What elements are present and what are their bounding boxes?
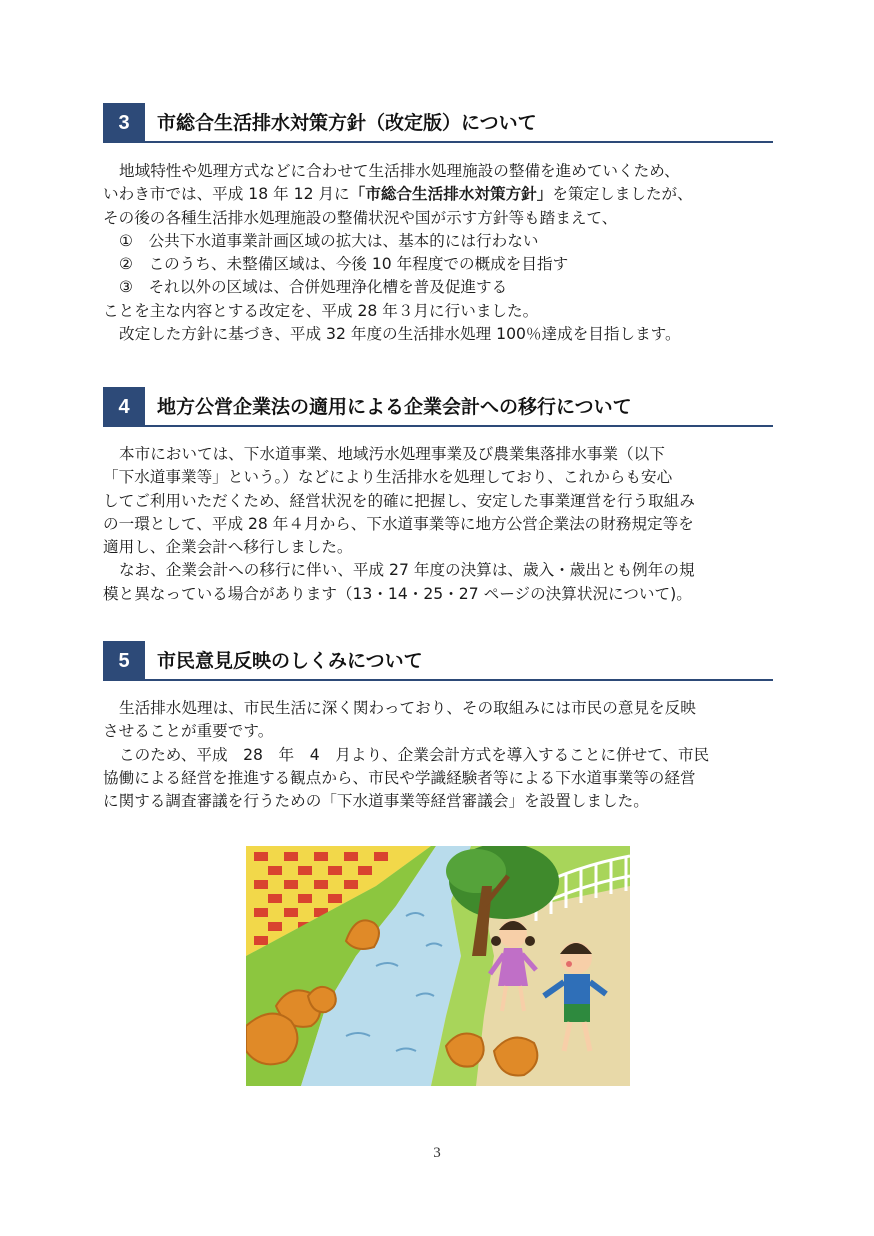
section-number: 5 <box>103 641 145 681</box>
section-title: 地方公営企業法の適用による企業会計への移行について <box>157 396 632 418</box>
text-line <box>103 183 778 206</box>
list-item: ② このうち、未整備区域は、今後 10 年程度での概成を目指す <box>119 255 569 274</box>
text-line: ことを主な内容とする改定を、平成 28 年３月に行いました。 <box>103 301 539 320</box>
text-line: 「下水道事業等」という。）などにより生活排水を処理しており、これからも安心 <box>103 468 673 487</box>
text-line: の一環として、平成 28 年４月から、下水道事業等に地方公営企業法の財務規定等を <box>103 514 694 533</box>
text-line: 生活排水処理は、市民生活に深く関わっており、その取組みには市民の意見を反映 <box>119 699 696 717</box>
list-item: ① 公共下水道事業計画区域の拡大は、基本的には行わない <box>119 231 539 250</box>
section-3-heading <box>103 103 773 143</box>
text-line: に関する調査審議を行うための「下水道事業等経営審議会」を設置しました。 <box>103 792 649 811</box>
text-span: を策定しましたが、 <box>552 185 693 204</box>
text-line: 地域特性や処理方式などに合わせて生活排水処理施設の整備を進めていくため、 <box>119 162 680 180</box>
text-line: 適用し、企業会計へ移行しました。 <box>103 538 353 557</box>
text-span: いわき市では、平成 18 年 12 月に <box>103 185 350 204</box>
heading-rule <box>145 425 773 427</box>
section-title: 市総合生活排水対策方針（改定版）について <box>157 112 537 134</box>
page-number: 3 <box>433 1145 441 1161</box>
policy-name: 「市総合生活排水対策方針」 <box>349 185 553 204</box>
section-number: 3 <box>103 103 145 143</box>
section-title: 市民意見反映のしくみについて <box>157 650 423 672</box>
text-line: 改定した方針に基づき、平成 32 年度の生活排水処理 100％達成を目指します。 <box>119 325 681 344</box>
text-line: 本市においては、下水道事業、地域汚水処理事業及び農業集落排水事業（以下 <box>119 445 665 463</box>
text-line: 協働による経営を推進する観点から、市民や学識経験者等による下水道事業等の経営 <box>103 768 696 787</box>
text-line: させることが重要です。 <box>103 722 274 741</box>
text-line: してご利用いただくため、経営状況を的確に把握し、安定した事業運営を行う取組み <box>103 491 695 510</box>
text-line: 模と異なっている場合があります（13・14・25・27 ページの決算状況について)。 <box>103 584 692 603</box>
heading-rule <box>145 679 773 681</box>
text-line: その後の各種生活排水処理施設の整備状況や国が示す方針等も踏まえて、 <box>103 208 618 227</box>
river-children-illustration <box>246 846 630 1086</box>
list-item: ③ それ以外の区域は、合併処理浄化槽を普及促進する <box>119 278 508 297</box>
section-3-body <box>103 160 778 346</box>
section-5-heading <box>103 641 773 681</box>
heading-rule <box>145 141 773 143</box>
section-5-body <box>103 697 778 813</box>
text-line: このため、平成 28 年 4 月より、企業会計方式を導入することに併せて、市民 <box>119 745 710 764</box>
section-number: 4 <box>103 387 145 427</box>
section-4-heading <box>103 387 773 427</box>
section-4-body <box>103 443 778 606</box>
text-line: なお、企業会計への移行に伴い、平成 27 年度の決算は、歳入・歳出とも例年の規 <box>119 561 695 580</box>
